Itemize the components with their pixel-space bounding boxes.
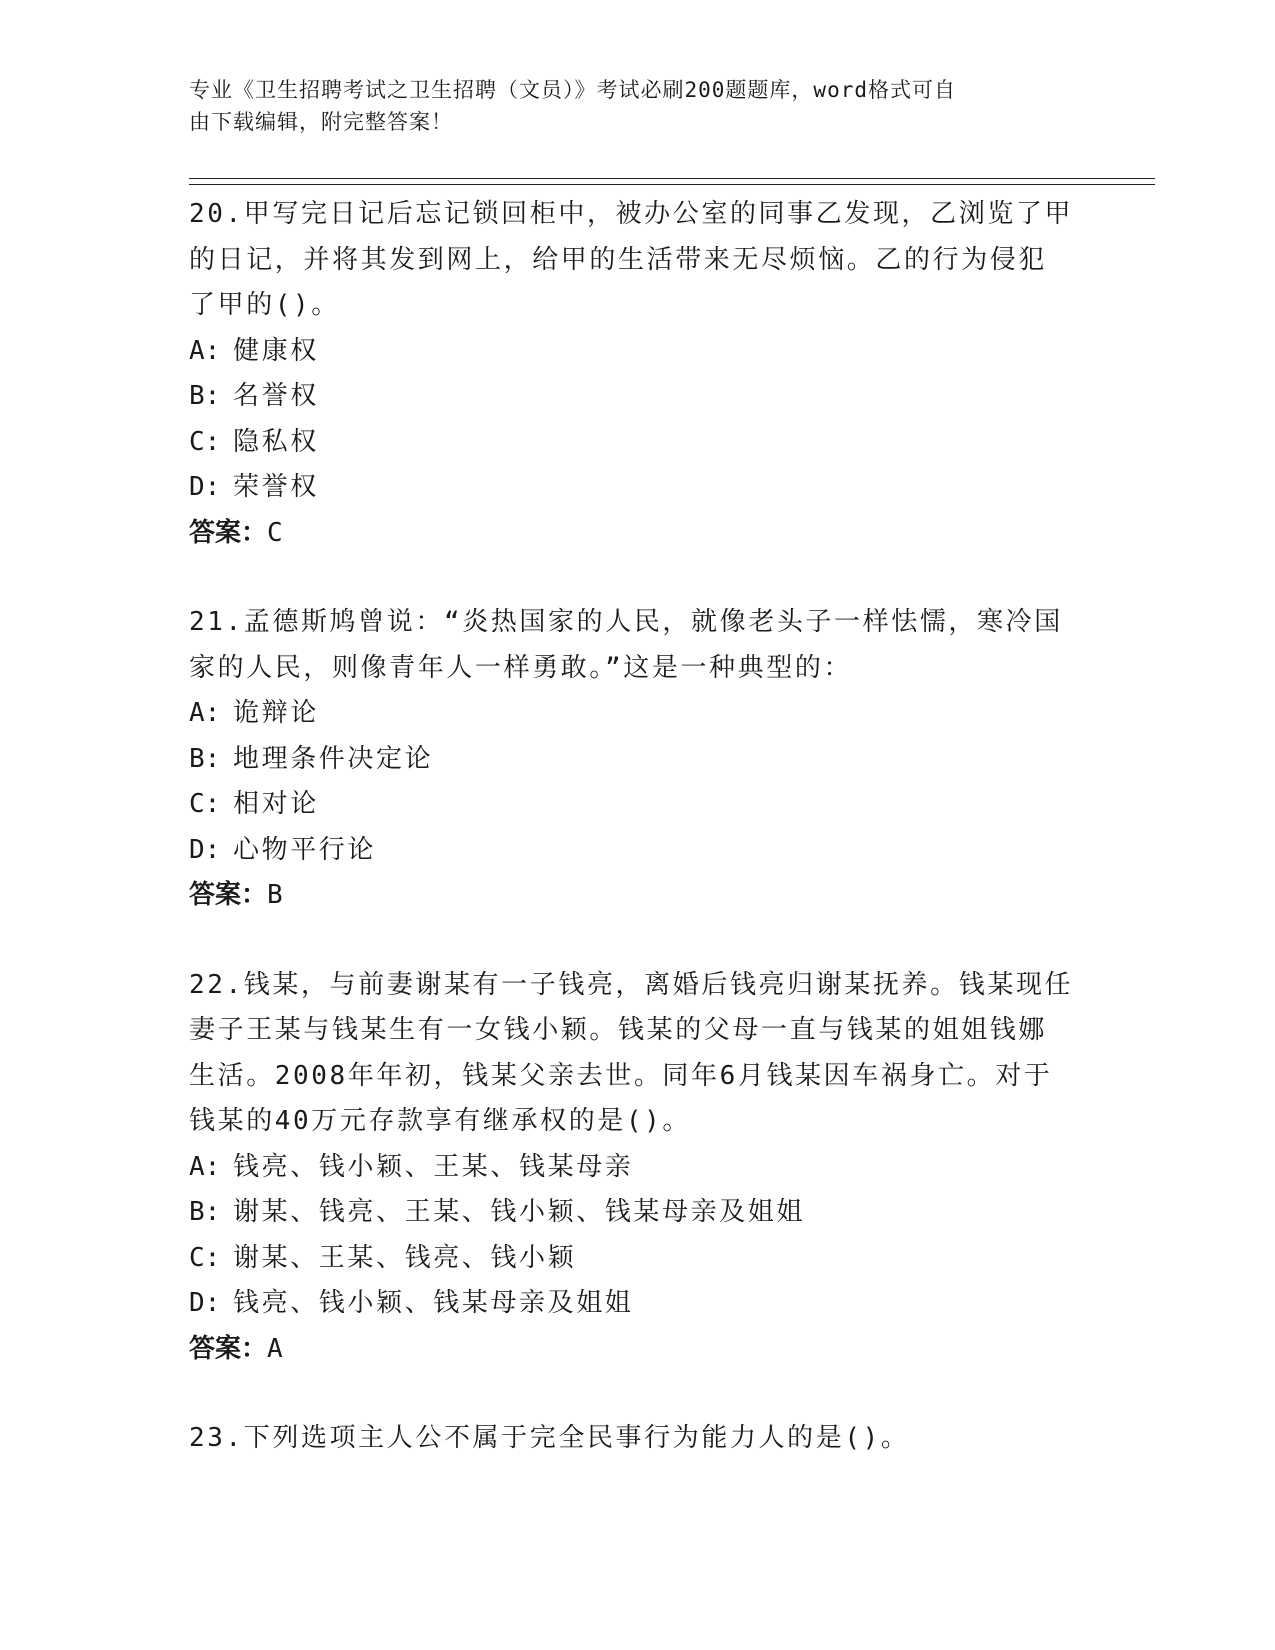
option-text: 名誉权: [233, 381, 319, 411]
answer-value: A: [267, 1333, 283, 1364]
question-block: [189, 963, 1089, 1373]
question-block: [189, 192, 1089, 556]
answer-option: [189, 1145, 1089, 1191]
option-key: A:: [189, 698, 221, 728]
answer-option: [189, 1236, 1089, 1282]
answer-label: 答案：: [189, 1333, 268, 1364]
header-line-1: 专业《卫生招聘考试之卫生招聘（文员）》考试必刷200题题库，word格式可自: [189, 78, 956, 102]
header-line-2: 由下载编辑，附完整答案！: [189, 110, 453, 134]
option-key: C:: [189, 426, 221, 457]
option-text: 地理条件决定论: [233, 743, 434, 774]
answer-option: [189, 420, 1089, 466]
option-key: B:: [189, 1197, 221, 1227]
question-list: [189, 192, 1089, 1462]
answer-line: [189, 511, 1089, 557]
option-key: A:: [189, 1151, 221, 1182]
option-text: 健康权: [233, 335, 319, 366]
answer-option: [189, 374, 1089, 420]
option-text: 谢某、王某、钱亮、钱小颖: [233, 1242, 577, 1273]
answer-option: [189, 1281, 1089, 1327]
answer-option: [189, 828, 1089, 874]
answer-line: [189, 873, 1089, 919]
question-stem-line: 妻子王某与钱某生有一女钱小颖。钱某的父母一直与钱某的姐姐钱娜: [189, 1015, 1048, 1045]
option-text: 相对论: [233, 789, 319, 819]
question-stem-line: 22.钱某，与前妻谢某有一子钱亮，离婚后钱亮归谢某抚养。钱某现任: [189, 969, 1074, 1000]
answer-option: [189, 691, 1089, 737]
option-key: A:: [189, 335, 221, 366]
question-stem-line: 了甲的()。: [189, 290, 340, 320]
option-key: D:: [189, 472, 221, 502]
answer-value: B: [267, 880, 283, 910]
option-key: C:: [189, 1242, 221, 1273]
answer-option: [189, 782, 1089, 828]
option-key: B:: [189, 743, 221, 774]
option-key: B:: [189, 381, 221, 411]
option-text: 钱亮、钱小颖、钱某母亲及姐姐: [233, 1288, 634, 1318]
question-stem-line: 钱某的40万元存款享有继承权的是()。: [189, 1106, 692, 1136]
answer-option: [189, 465, 1089, 511]
answer-label: 答案：: [189, 517, 268, 548]
option-text: 隐私权: [233, 426, 319, 457]
question-spacer: [189, 1372, 1089, 1416]
answer-option: [189, 1190, 1089, 1236]
header-divider-top: [189, 178, 1155, 179]
answer-value: C: [267, 517, 283, 548]
question-stem-line: 生活。2008年年初，钱某父亲去世。同年6月钱某因车祸身亡。对于: [189, 1060, 1053, 1091]
question-spacer: [189, 919, 1089, 963]
option-text: 诡辩论: [233, 698, 319, 728]
option-key: D:: [189, 1288, 221, 1318]
answer-option: [189, 737, 1089, 783]
document-header: [189, 74, 1069, 138]
option-text: 钱亮、钱小颖、王某、钱某母亲: [233, 1151, 634, 1182]
answer-label: 答案：: [189, 880, 268, 910]
option-text: 荣誉权: [233, 472, 319, 502]
question-spacer: [189, 556, 1089, 600]
question-stem-line: 家的人民，则像青年人一样勇敢。”这是一种典型的：: [189, 652, 853, 683]
question-stem-line: 21.孟德斯鸠曾说：“炎热国家的人民，就像老头子一样怯懦，寒冷国: [189, 607, 1063, 637]
question-block: [189, 1416, 1089, 1462]
question-stem-line: 23.下列选项主人公不属于完全民事行为能力人的是()。: [189, 1423, 910, 1453]
option-text: 心物平行论: [233, 834, 377, 865]
question-stem-line: 20.甲写完日记后忘记锁回柜中，被办公室的同事乙发现，乙浏览了甲: [189, 199, 1074, 229]
question-stem-line: 的日记，并将其发到网上，给甲的生活带来无尽烦恼。乙的行为侵犯: [189, 244, 1048, 275]
option-key: D:: [189, 834, 221, 865]
option-key: C:: [189, 789, 221, 819]
answer-line: [189, 1327, 1089, 1373]
answer-option: [189, 329, 1089, 375]
header-divider-bottom: [189, 184, 1155, 185]
option-text: 谢某、钱亮、王某、钱小颖、钱某母亲及姐姐: [233, 1197, 806, 1227]
question-block: [189, 600, 1089, 919]
